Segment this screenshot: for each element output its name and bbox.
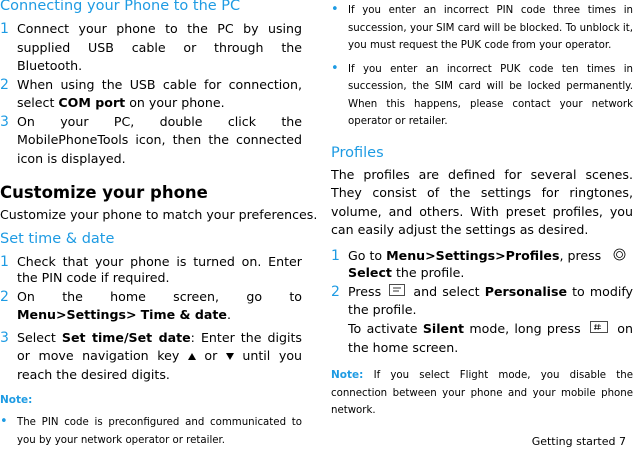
menu-settings-path: Menu>Settings> [17,307,137,322]
step-text-post: on your phone. [125,95,225,110]
settime-step-3: 3 Select Set time/Set date: Enter the digits or move navigation key or until you reach the desired digits. [0,329,303,382]
connect-step-3 [0,113,302,169]
settime-heading: Set time & date [0,230,115,247]
step-number: 2 [0,288,9,305]
page-number: 7 [619,435,626,448]
step-number: 1 [0,253,9,270]
note-label: Note: [0,394,33,407]
note-text: If you select Flight mode, you disable the connection between your phone and your mobile phone network. [331,370,633,416]
puk-bullet [331,61,633,131]
note-bullet [0,414,302,449]
bullet-text: If you enter an incorrect PUK code ten times in succession, the SIM card will be locked permanently. When this happens, please contact your network operator or retailer. [348,63,633,127]
step-number: 1 [331,247,340,264]
connect-step-2 [0,76,302,113]
bullet-dot-icon: • [331,2,339,17]
customize-heading: Customize your phone [0,183,208,202]
note-label: Note: [331,369,364,381]
step-text-pre: On the home screen, go to [17,288,302,304]
settime-step-2: 2 On the home screen, go to Menu>Settings> Time & date. [0,288,302,322]
step-number: 3 [0,329,9,346]
bullet-text: The PIN code is preconfigured and communicated to you by your network operator or retailer. [17,417,302,446]
bullet-dot-icon: • [0,414,8,430]
step-text: Check that your phone is turned on. Enter the PIN code if required. [17,253,302,285]
step-text: Connect your phone to the PC by using supplied USB cable or through the Bluetooth. [17,21,302,73]
step-number: 3 [0,113,9,130]
step-text: On your PC, double click the MobilePhoneTools icon, then the connected icon is displayed. [17,113,302,166]
flight-note [331,367,633,420]
left-column [0,0,318,449]
up-arrow-icon [188,347,196,366]
footer-section: Getting started [531,435,616,448]
menu-settings-profiles-path: Menu>Settings>Profiles [386,247,560,263]
profiles-intro: The profiles are defined for several scenes. They consist of the settings for ringtones, volume, and others. With preset profiles, you can easily adjust the settings as desired. [331,166,633,237]
step-number: 1 [0,21,9,37]
settime-step-1 [0,254,302,286]
connect-step-1 [0,20,302,76]
connect-heading: Connecting your Phone to the PC [0,0,241,14]
time-date-label: Time & date [140,307,227,322]
com-port-label: COM port [58,95,126,110]
bullet-dot-icon: • [331,60,339,76]
personalise-label: Personalise [484,283,567,299]
right-column [331,0,633,420]
options-key-icon [389,283,405,302]
profiles-step-1: 1 Go to Menu>Settings>Profiles, press Select the profile. [331,248,633,281]
select-label: Select [348,264,392,280]
customize-intro: Customize your phone to match your preferences. [0,207,318,222]
step-text-pre: When using the USB cable for connection, select [17,76,302,110]
hash-key-icon [590,320,608,339]
pin-bullet [331,2,633,55]
step-number: 2 [331,283,340,300]
ok-key-icon [613,248,626,265]
page-footer [532,435,626,448]
silent-label: Silent [422,320,465,336]
profiles-heading: Profiles [331,144,384,161]
bullet-text: If you enter an incorrect PIN code three times in succession, your SIM card will be blocked. To unblock it, you must request the PUK code from your operator. [348,5,633,51]
profiles-step-2: 2 Press and select Personalise to modify the profile. To activate Silent mode, long press on the home screen. [331,283,634,355]
step-number: 2 [0,76,9,93]
set-time-date-label: Set time/Set date [61,329,191,345]
down-arrow-icon [226,347,234,366]
